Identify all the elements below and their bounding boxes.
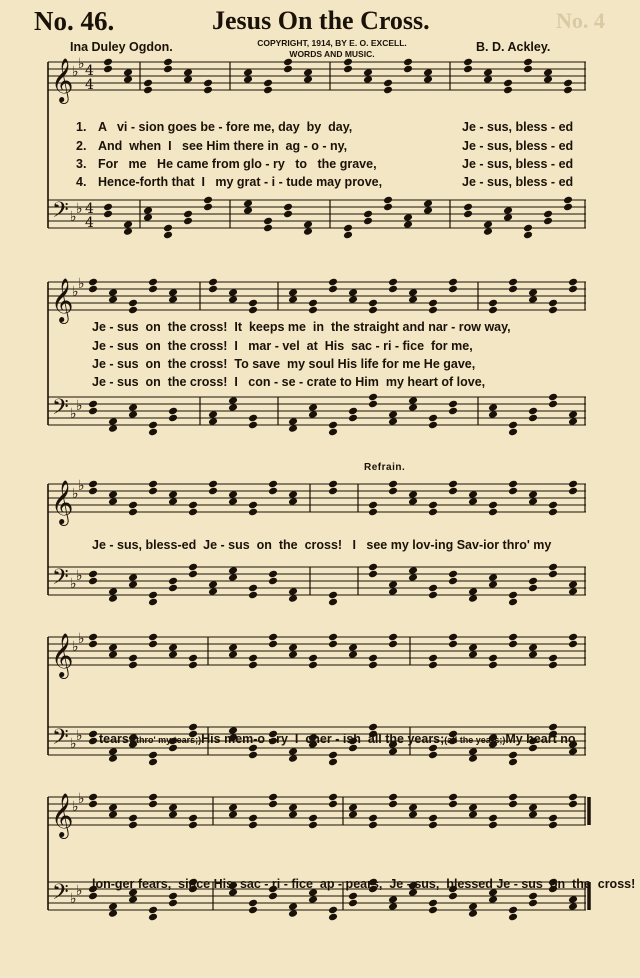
svg-text:♭: ♭ <box>78 56 85 72</box>
refrain-label: Refrain. <box>364 462 406 473</box>
svg-text:♭: ♭ <box>76 398 83 414</box>
svg-text:♭: ♭ <box>72 64 79 80</box>
svg-text:♭: ♭ <box>72 639 79 655</box>
svg-text:𝄞: 𝄞 <box>51 480 74 524</box>
system2-lyric-line: Je - sus on the cross! I mar - vel at His sac - ri - fice for me, <box>92 339 473 353</box>
refrain-lyric-line: Je - sus, bless-ed Je - sus on the cross! I see my lov-ing Sav-ior thro' my <box>92 538 552 552</box>
facing-page-number: No. 4 <box>556 8 605 33</box>
verse-number: 3. <box>76 157 87 171</box>
copyright-note: WORDS AND MUSIC. <box>289 49 375 59</box>
svg-text:♭: ♭ <box>72 284 79 300</box>
svg-text:𝄢: 𝄢 <box>52 880 69 910</box>
svg-text:♭: ♭ <box>70 576 77 592</box>
svg-text:𝄢: 𝄢 <box>52 198 69 228</box>
svg-text:♭: ♭ <box>76 883 83 899</box>
refrain-lyric-line <box>92 718 575 746</box>
verse-text: A vi - sion goes be - fore me, day by day, <box>98 120 353 134</box>
svg-text:♭: ♭ <box>70 736 77 752</box>
svg-text:♭: ♭ <box>78 478 85 494</box>
verse-number: 1. <box>76 120 87 134</box>
svg-text:4: 4 <box>85 201 94 217</box>
lyric-segment: tears; <box>98 732 133 746</box>
lyric-segment: My heart no <box>505 732 576 746</box>
svg-text:♭: ♭ <box>70 406 77 422</box>
lyric-segment: His mem-o - ry I cher - ish all the years; <box>201 732 445 746</box>
verse-number: 4. <box>76 175 87 189</box>
svg-text:♭: ♭ <box>78 791 85 807</box>
svg-text:𝄞: 𝄞 <box>51 793 74 837</box>
verse-end: Je - sus, bless - ed <box>462 120 574 134</box>
system2-lyric-line: Je - sus on the cross! To save my soul His life for me He gave, <box>92 357 476 371</box>
svg-text:♭: ♭ <box>70 891 77 907</box>
system2-lyric-line: Je - sus on the cross! I con - se - crate to Him my heart of love, <box>92 375 486 389</box>
svg-text:𝄢: 𝄢 <box>52 565 69 595</box>
composer: B. D. Ackley. <box>476 40 551 54</box>
lyric-echo: (all the years;) <box>444 735 506 745</box>
svg-text:4: 4 <box>85 77 94 93</box>
refrain-lyric-line: lon-ger fears, since His sac - ri - fice ap - pears, Je - sus, blessed Je - sus on the cross! <box>92 877 636 891</box>
verse-end: Je - sus, bless - ed <box>462 157 574 171</box>
system2-lyric-line: Je - sus on the cross! It keeps me in the straight and nar - row way, <box>92 320 511 334</box>
verse-end: Je - sus, bless - ed <box>462 175 574 189</box>
verse-number: 2. <box>76 139 87 153</box>
verse-end: Je - sus, bless - ed <box>462 139 574 153</box>
verse-text: And when I see Him there in ag - o - ny, <box>98 139 348 153</box>
svg-text:𝄢: 𝄢 <box>52 725 69 755</box>
svg-text:♭: ♭ <box>76 568 83 584</box>
svg-text:♭: ♭ <box>76 728 83 744</box>
copyright-line: COPYRIGHT, 1914, BY E. O. EXCELL. <box>257 38 407 48</box>
svg-text:4: 4 <box>85 63 94 79</box>
hymn-title: Jesus On the Cross. <box>212 6 430 35</box>
svg-text:𝄞: 𝄞 <box>51 633 74 677</box>
svg-text:♭: ♭ <box>76 201 83 217</box>
svg-text:𝄞: 𝄞 <box>51 58 74 102</box>
verse-text: Hence-forth that I my grat - i - tude may prove, <box>98 175 383 189</box>
svg-text:♭: ♭ <box>72 486 79 502</box>
svg-text:♭: ♭ <box>72 799 79 815</box>
svg-text:♭: ♭ <box>78 276 85 292</box>
lyric-echo: (thro' my tears;) <box>133 735 202 745</box>
lyricist: Ina Duley Ogdon. <box>70 40 173 54</box>
svg-text:♭: ♭ <box>70 209 77 225</box>
svg-text:4: 4 <box>85 215 94 231</box>
svg-text:𝄞: 𝄞 <box>51 278 74 322</box>
hymn-number: No. 46. <box>34 6 115 36</box>
svg-text:♭: ♭ <box>78 631 85 647</box>
note-heads <box>88 40 578 921</box>
verse-text: For me He came from glo - ry to the grave, <box>98 157 377 171</box>
svg-text:𝄢: 𝄢 <box>52 395 69 425</box>
